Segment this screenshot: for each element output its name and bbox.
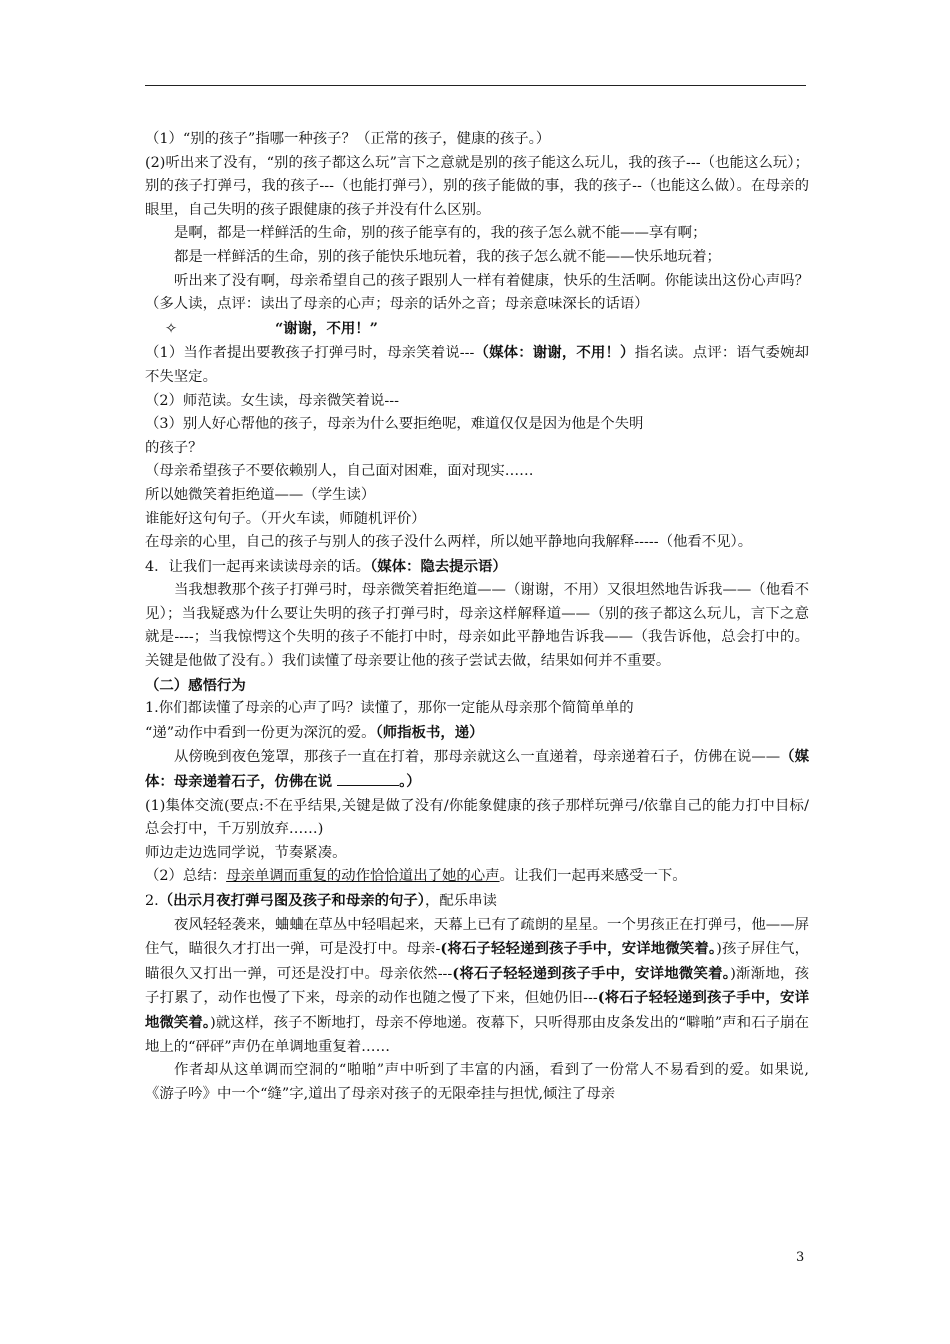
star-bullet-icon: ✧ xyxy=(165,320,178,337)
text-span: 。让我们一起再来感受一下。 xyxy=(499,868,687,885)
text-span: 夜风轻轻袭来，蛐蛐在草丛中轻唱起来，天幕上已有了疏朗的星星。一个男孩正在打弹弓，他——屏住气，瞄很久才打出一弹，可是没打中。母亲- xyxy=(145,916,809,958)
header-rule xyxy=(145,85,806,86)
text-span: 从傍晚到夜色笼罩，那孩子一直在打着，那母亲就这么一直递着，母亲递着石子，仿佛在说—— xyxy=(174,749,781,766)
paragraph-18: 1.你们都读懂了母亲的心声了吗？读懂了，那你一定能从母亲那个简简单单的 xyxy=(145,700,634,717)
paragraph-19 xyxy=(145,721,809,746)
paragraph-8: （2）师范读。女生读，母亲微笑着说--- xyxy=(145,392,399,409)
text-span: “递”动作中看到一份更为深沉的爱。 xyxy=(145,724,376,741)
section-heading-2: （二）感悟行为 xyxy=(145,676,246,694)
text-span: 2. xyxy=(145,893,159,909)
paragraph-21: (1)集体交流(要点:不在乎结果,关键是做了没有/你能象健康的孩子那样玩弹弓/依靠自己的能力打中目标/总会打中，千万别放弃……) xyxy=(145,797,809,838)
paragraph-11: （母亲希望孩子不要依赖别人，自己面对困难，面对现实…… xyxy=(145,463,534,480)
heading-text: “谢谢，不用！” xyxy=(275,319,378,337)
paragraph-20 xyxy=(145,745,809,794)
paragraph-10: 的孩子？ xyxy=(145,439,203,456)
paragraph-24 xyxy=(145,889,809,914)
bold-refrain: (将石子轻轻递到孩子手中，安详地微笑着。 xyxy=(145,989,810,1031)
paragraph-25 xyxy=(145,914,809,1060)
paragraph-3: 是啊，都是一样鲜活的生命，别的孩子能享有的，我的孩子怎么就不能——享有啊； xyxy=(174,225,707,242)
paragraph-16: 当我想教那个孩子打弹弓时，母亲微笑着拒绝道——（谢谢，不用）又很坦然地告诉我——（他看不见）；当我疑惑为什么要让失明的孩子打弹弓时，母亲这样解释道——（别的孩子都这么玩儿，言下之意就是----；当我惊愕这个失明的孩子不能打中时，母亲如此平静地告诉我——（我告诉他，总会打中的。关键是他做了没有。）我们读懂了母亲要让他的孩子尝试去做，结果如何并不重要。 xyxy=(145,582,809,670)
text-span: )孩子屏住气，瞄很久又打出一弹，可还是没打中。母亲依然--- xyxy=(145,941,809,982)
page-number: 3 xyxy=(796,1250,805,1265)
text-span: )就这样，孩子不断地打，母亲不停地递。夜幕下，只听得那由皮条发出的“噼啪”声和石子崩在地上的“砰砰”声仍在单调地重复着…… xyxy=(145,1014,809,1055)
paragraph-22: 师边走边选同学说，节奏紧凑。 xyxy=(145,844,347,861)
text-span: （1）当作者提出要教孩子打弹弓时，母亲笑着说--- xyxy=(145,345,475,362)
text-span: )渐渐地，孩子打累了，动作也慢了下来，母亲的动作也随之慢了下来，但她仍旧--- xyxy=(145,965,809,1007)
paragraph-13: 谁能好这句句子。（开火车读，师随机评价） xyxy=(145,510,426,527)
paragraph-1: （1）“别的孩子”指哪一种孩子？（正常的孩子，健康的孩子。） xyxy=(145,131,551,147)
bold-refrain: (将石子轻轻递到孩子手中，安详地微笑着。 xyxy=(440,940,717,958)
text-span: 4．让我们一起再来读读母亲的话。 xyxy=(145,558,371,575)
section-heading-thanks xyxy=(145,317,809,342)
text-span: ，配乐串读 xyxy=(424,893,497,909)
media-note: （出示月夜打弹弓图及孩子和母亲的句子） xyxy=(158,892,425,909)
paragraph-9: （3）别人好心帮他的孩子，母亲为什么要拒绝呢，难道仅仅是因为他是个失明 xyxy=(145,416,644,433)
paragraph-26: 作者却从这单调而空洞的“啪啪”声中听到了丰富的内涵，看到了一份常人不易看到的爱。如果说,《游子吟》中一个“缝”字,道出了母亲对孩子的无限牵挂与担忧,倾注了母亲 xyxy=(145,1062,809,1102)
paragraph-23 xyxy=(145,865,809,889)
paragraph-15 xyxy=(145,555,809,580)
media-note: （媒体：母亲递着石子，仿佛在说 xyxy=(145,748,809,791)
paragraph-4: 都是一样鲜活的生命，别的孩子能快乐地玩着，我的孩子怎么就不能——快乐地玩着； xyxy=(174,248,721,265)
paragraph-14: 在母亲的心里，自己的孩子与别人的孩子没什么两样，所以她平静地向我解释-----（他看不见）。 xyxy=(145,534,753,551)
text-span: （2）总结： xyxy=(145,868,227,885)
media-note: （媒体：谢谢，不用！） xyxy=(474,344,635,362)
fill-blank xyxy=(337,771,399,786)
paragraph-5: 听出来了没有啊，母亲希望自己的孩子跟别人一样有着健康，快乐的生活啊。你能读出这份心声吗？（多人读，点评：读出了母亲的心声；母亲的话外之音；母亲意味深长的话语） xyxy=(145,272,809,313)
board-note: （师指板书，递） xyxy=(375,723,484,741)
underlined-summary: 母亲单调而重复的动作恰恰道出了她的心声 xyxy=(226,868,500,885)
paragraph-7 xyxy=(145,341,809,389)
media-note: （媒体：隐去提示语） xyxy=(370,557,507,575)
media-note-end: 。） xyxy=(399,773,421,791)
document-body xyxy=(145,128,809,1106)
bold-refrain: (将石子轻轻递到孩子手中，安详地微笑着。 xyxy=(452,964,731,982)
paragraph-2: (2)听出来了没有，“别的孩子都这么玩”言下之意就是别的孩子能这么玩儿，我的孩子---（也能这么玩）；别的孩子打弹弓，我的孩子---（也能打弹弓），别的孩子能做的事，我的孩子--（也能这么做）。在母亲的眼里，自己失明的孩子跟健康的孩子并没有什么区别。 xyxy=(145,154,809,218)
text-span: 指名读。点评：语气委婉却不失坚定。 xyxy=(145,345,809,385)
paragraph-12: 所以她微笑着拒绝道——（学生读） xyxy=(145,486,376,503)
